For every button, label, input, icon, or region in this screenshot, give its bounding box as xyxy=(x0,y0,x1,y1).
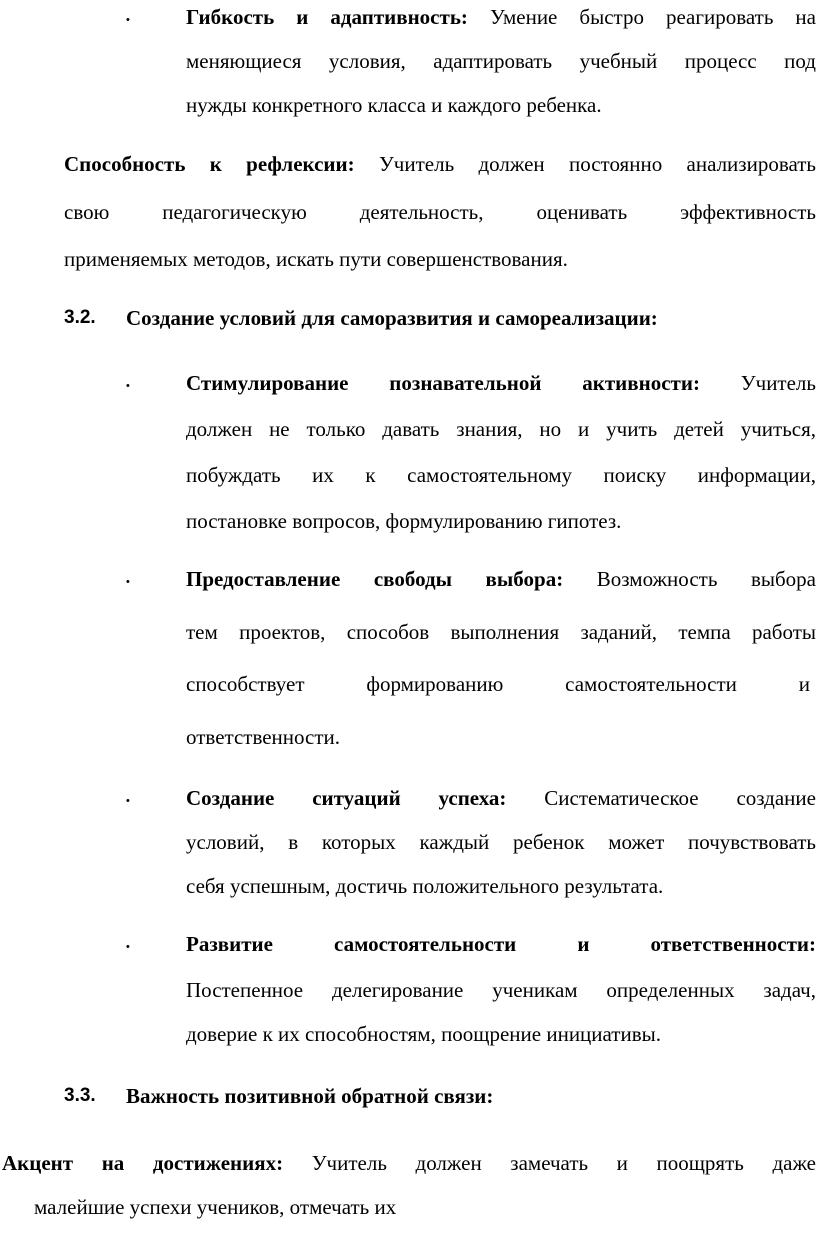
list-item-line: тем проектов, способов выполнения заданий, темпа работы xyxy=(186,620,816,644)
paragraph-title: Способность к рефлексии: xyxy=(64,152,355,176)
list-item-line xyxy=(186,370,816,396)
list-item-line: условий, в которых каждый ребенок может почувствовать xyxy=(186,830,816,854)
bullet-marker: • xyxy=(126,380,130,392)
section-number: 3.2. xyxy=(64,307,96,328)
paragraph-text: Учитель должен замечать и поощрять даже xyxy=(283,1151,816,1175)
item-title: Стимулирование познавательной активности: xyxy=(186,371,700,395)
list-item-line xyxy=(186,931,816,957)
paragraph-line: малейшие успехи учеников, отмечать их xyxy=(34,1195,397,1219)
paragraph-text: Учитель должен постоянно анализировать xyxy=(354,152,816,176)
list-item-line: должен не только давать знания, но и учить детей учиться, xyxy=(186,417,816,441)
paragraph-title: Акцент на достижениях: xyxy=(2,1151,284,1175)
list-item-line: доверие к их способностям, поощрение инициативы. xyxy=(186,1022,662,1046)
bullet-marker: • xyxy=(126,14,130,26)
list-item-line: способствует формированию самостоятельности и xyxy=(186,672,810,696)
paragraph-line: свою педагогическую деятельность, оценивать эффективность xyxy=(64,200,816,224)
item-title: Гибкость и адаптивность: xyxy=(186,5,468,29)
item-text: Учитель xyxy=(699,371,816,395)
list-item-line: постановке вопросов, формулированию гипотез. xyxy=(186,509,622,533)
item-title: Создание ситуаций успеха: xyxy=(186,786,507,810)
paragraph-line: применяемых методов, искать пути совершенствования. xyxy=(64,247,568,271)
section-heading xyxy=(126,1083,493,1109)
bullet-marker: • xyxy=(126,795,130,807)
item-title: Развитие самостоятельности и ответственности: xyxy=(186,932,816,956)
paragraph-line xyxy=(64,151,816,177)
list-item-line xyxy=(186,4,816,30)
section-title: Создание условий для саморазвития и самореализации: xyxy=(126,306,658,330)
item-title: Предоставление свободы выбора: xyxy=(186,567,564,591)
list-item-line xyxy=(186,566,816,592)
list-item-line: побуждать их к самостоятельному поиску информации, xyxy=(186,463,816,487)
section-heading xyxy=(126,305,658,331)
list-item-line xyxy=(186,785,816,811)
bullet-marker: • xyxy=(126,941,130,953)
list-item-line: ответственности. xyxy=(186,725,341,749)
item-text: Умение быстро реагировать на xyxy=(467,5,816,29)
section-number: 3.3. xyxy=(64,1085,96,1106)
list-item-line: себя успешным, достичь положительного результата. xyxy=(186,874,664,898)
list-item-line: Постепенное делегирование ученикам определенных задач, xyxy=(186,978,816,1002)
item-text: Возможность выбора xyxy=(563,567,816,591)
section-title: Важность позитивной обратной связи: xyxy=(126,1084,494,1108)
item-text: Систематическое создание xyxy=(506,786,816,810)
paragraph-line xyxy=(2,1150,816,1176)
bullet-marker: • xyxy=(126,576,130,588)
list-item-line: меняющиеся условия, адаптировать учебный процесс под xyxy=(186,49,816,73)
list-item-line: нужды конкретного класса и каждого ребенка. xyxy=(186,93,602,117)
